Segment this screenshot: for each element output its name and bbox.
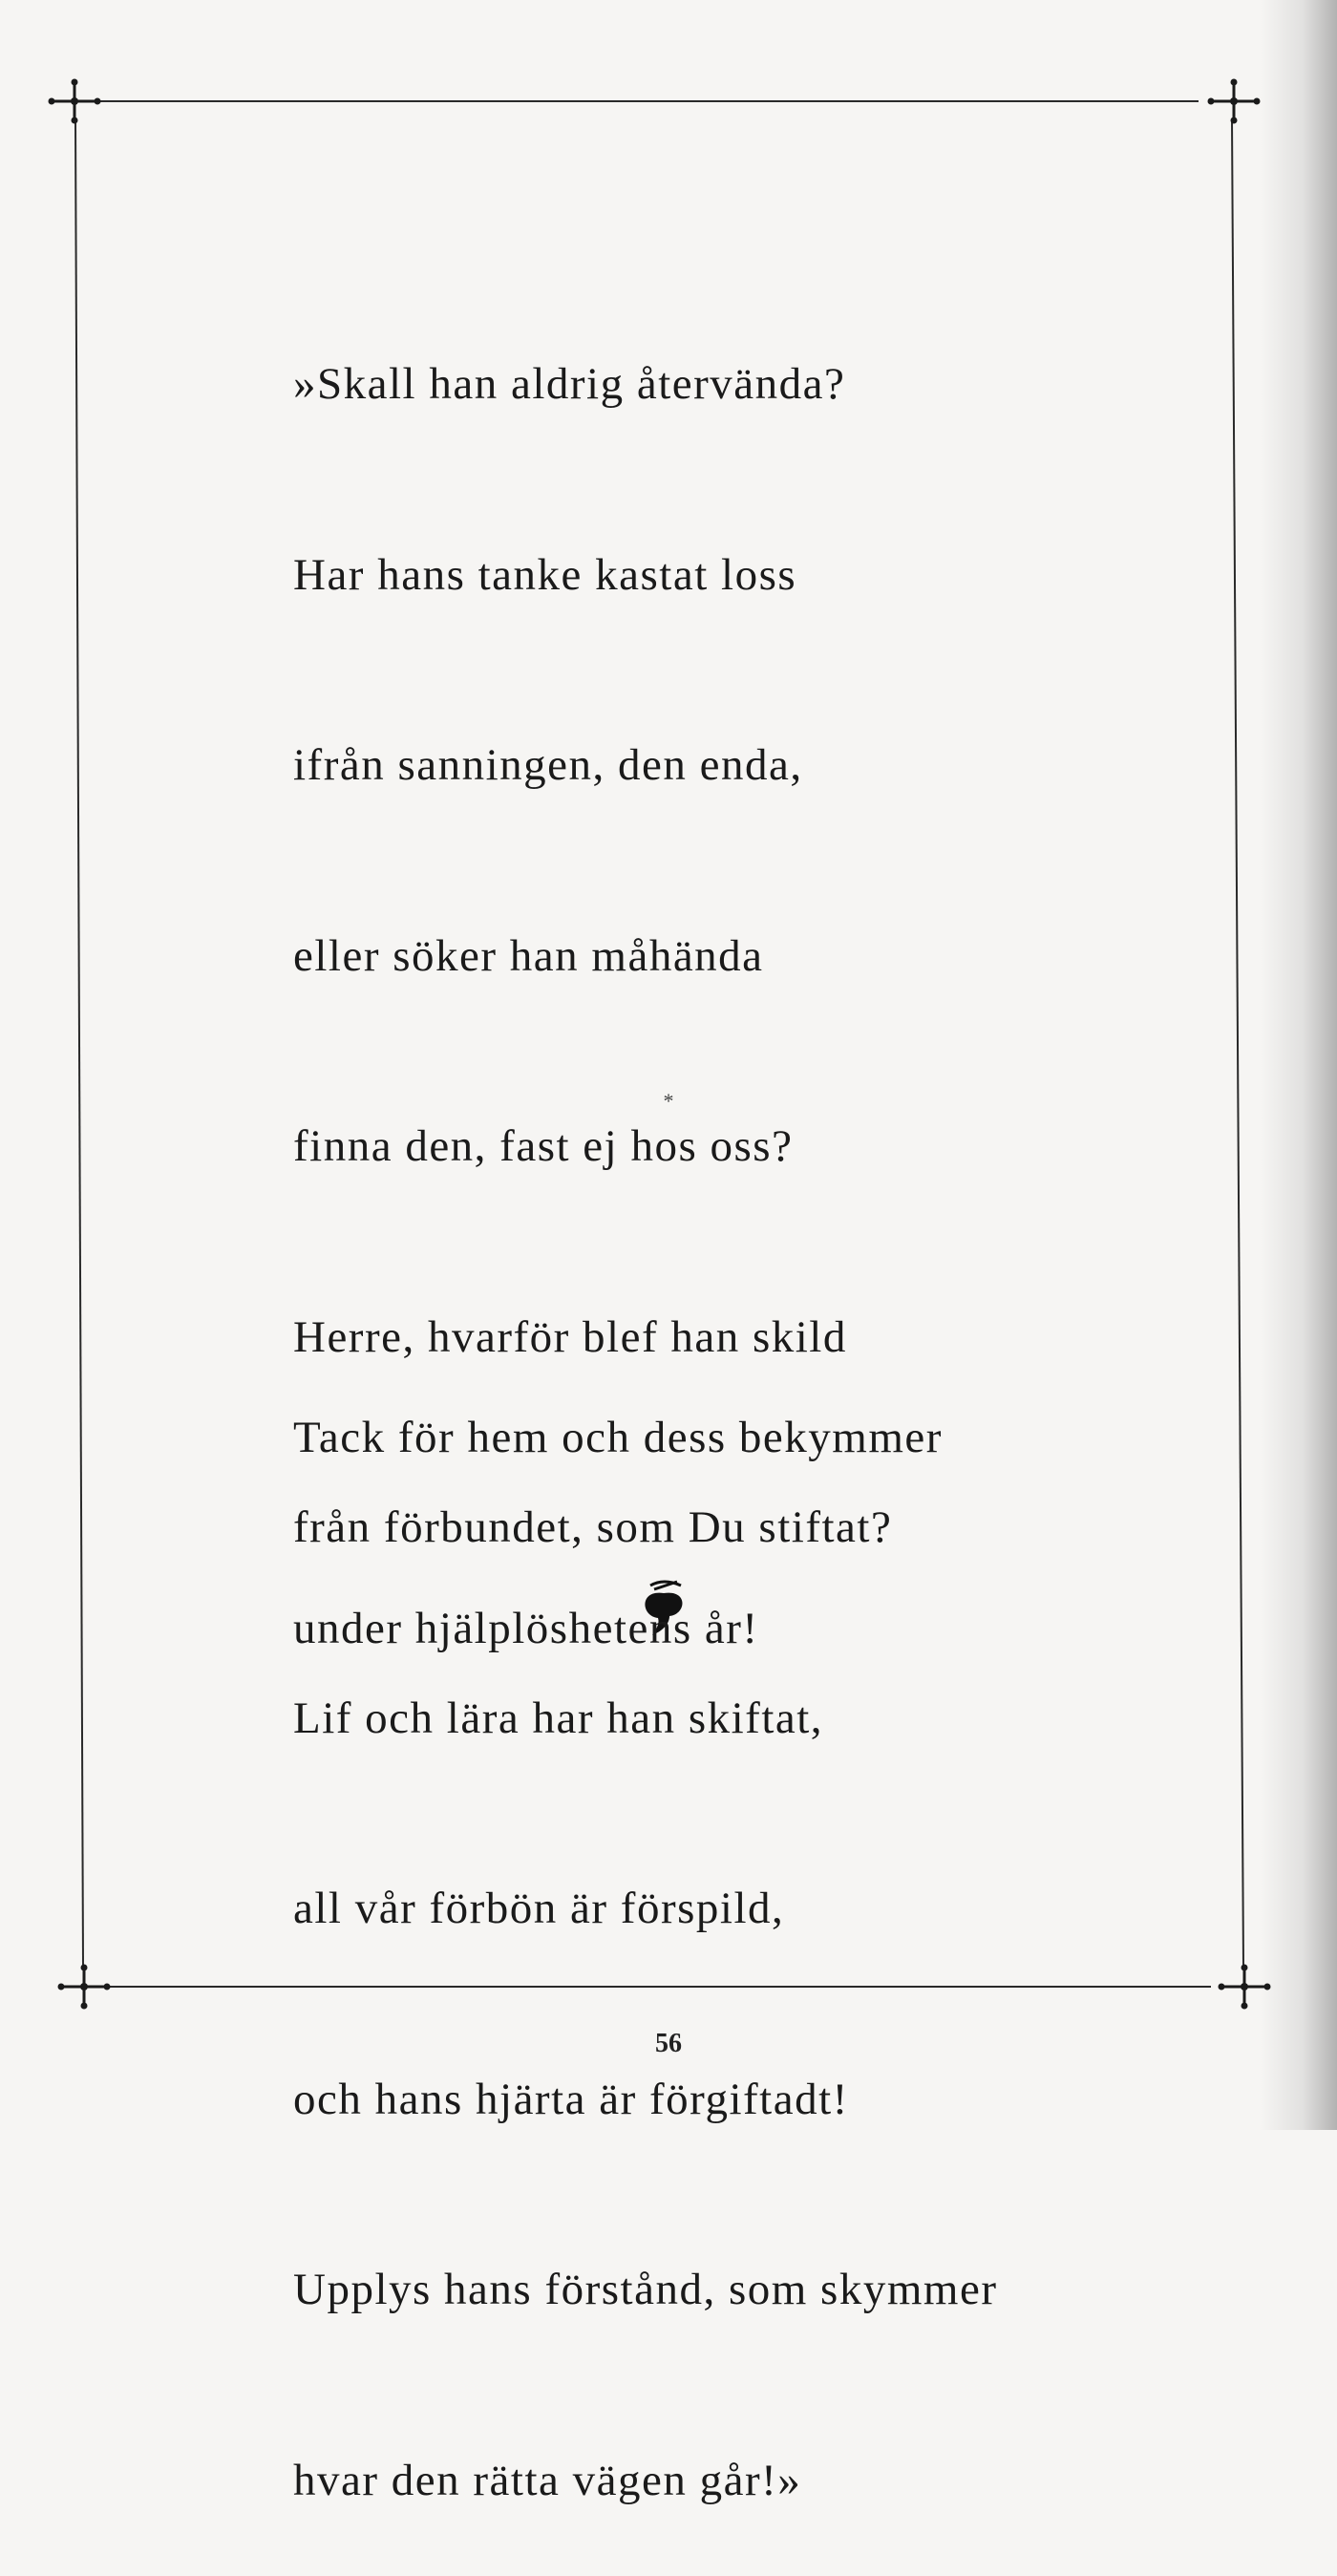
poem-line: från förbundet, som Du stiftat? <box>293 1502 893 1552</box>
page-number: 56 <box>655 2029 682 2058</box>
poem-line: Har hans tanke kastat loss <box>293 549 797 600</box>
poem-line: »Skall han aldrig återvända? <box>293 359 846 409</box>
poem-line: och hans hjärta är förgiftadt! <box>293 2074 849 2124</box>
poem-stanza-2 <box>293 1279 943 1724</box>
poem-line: finna den, fast ej hos oss? <box>293 1121 794 1171</box>
poem-line: Lif och lära har han skiftat, <box>293 1692 824 1743</box>
cross-fleuron-icon <box>49 79 101 124</box>
poem-line: Herre, hvarför blef han skild <box>293 1311 847 1362</box>
cross-fleuron-icon <box>58 1965 111 2010</box>
cross-fleuron-icon <box>1219 1965 1271 2010</box>
poem-line: Upplys hans förstånd, som skymmer <box>293 2265 998 2314</box>
poem-line: all vår förbön är förspild, <box>293 1884 785 1933</box>
cross-fleuron-icon <box>1208 79 1261 124</box>
border-left <box>75 119 83 1966</box>
poem-line: hvar den rätta vägen går!» <box>293 2455 802 2505</box>
stanza-separator: * <box>663 1089 674 1113</box>
poem-line: Tack för hem och dess bekymmer <box>293 1413 943 1462</box>
border-right <box>1232 119 1243 1966</box>
poem-line: eller söker han måhända <box>293 930 764 981</box>
poem-line: under hjälplöshetens år! <box>293 1603 759 1653</box>
poem-line: ifrån sanningen, den enda, <box>293 740 803 790</box>
